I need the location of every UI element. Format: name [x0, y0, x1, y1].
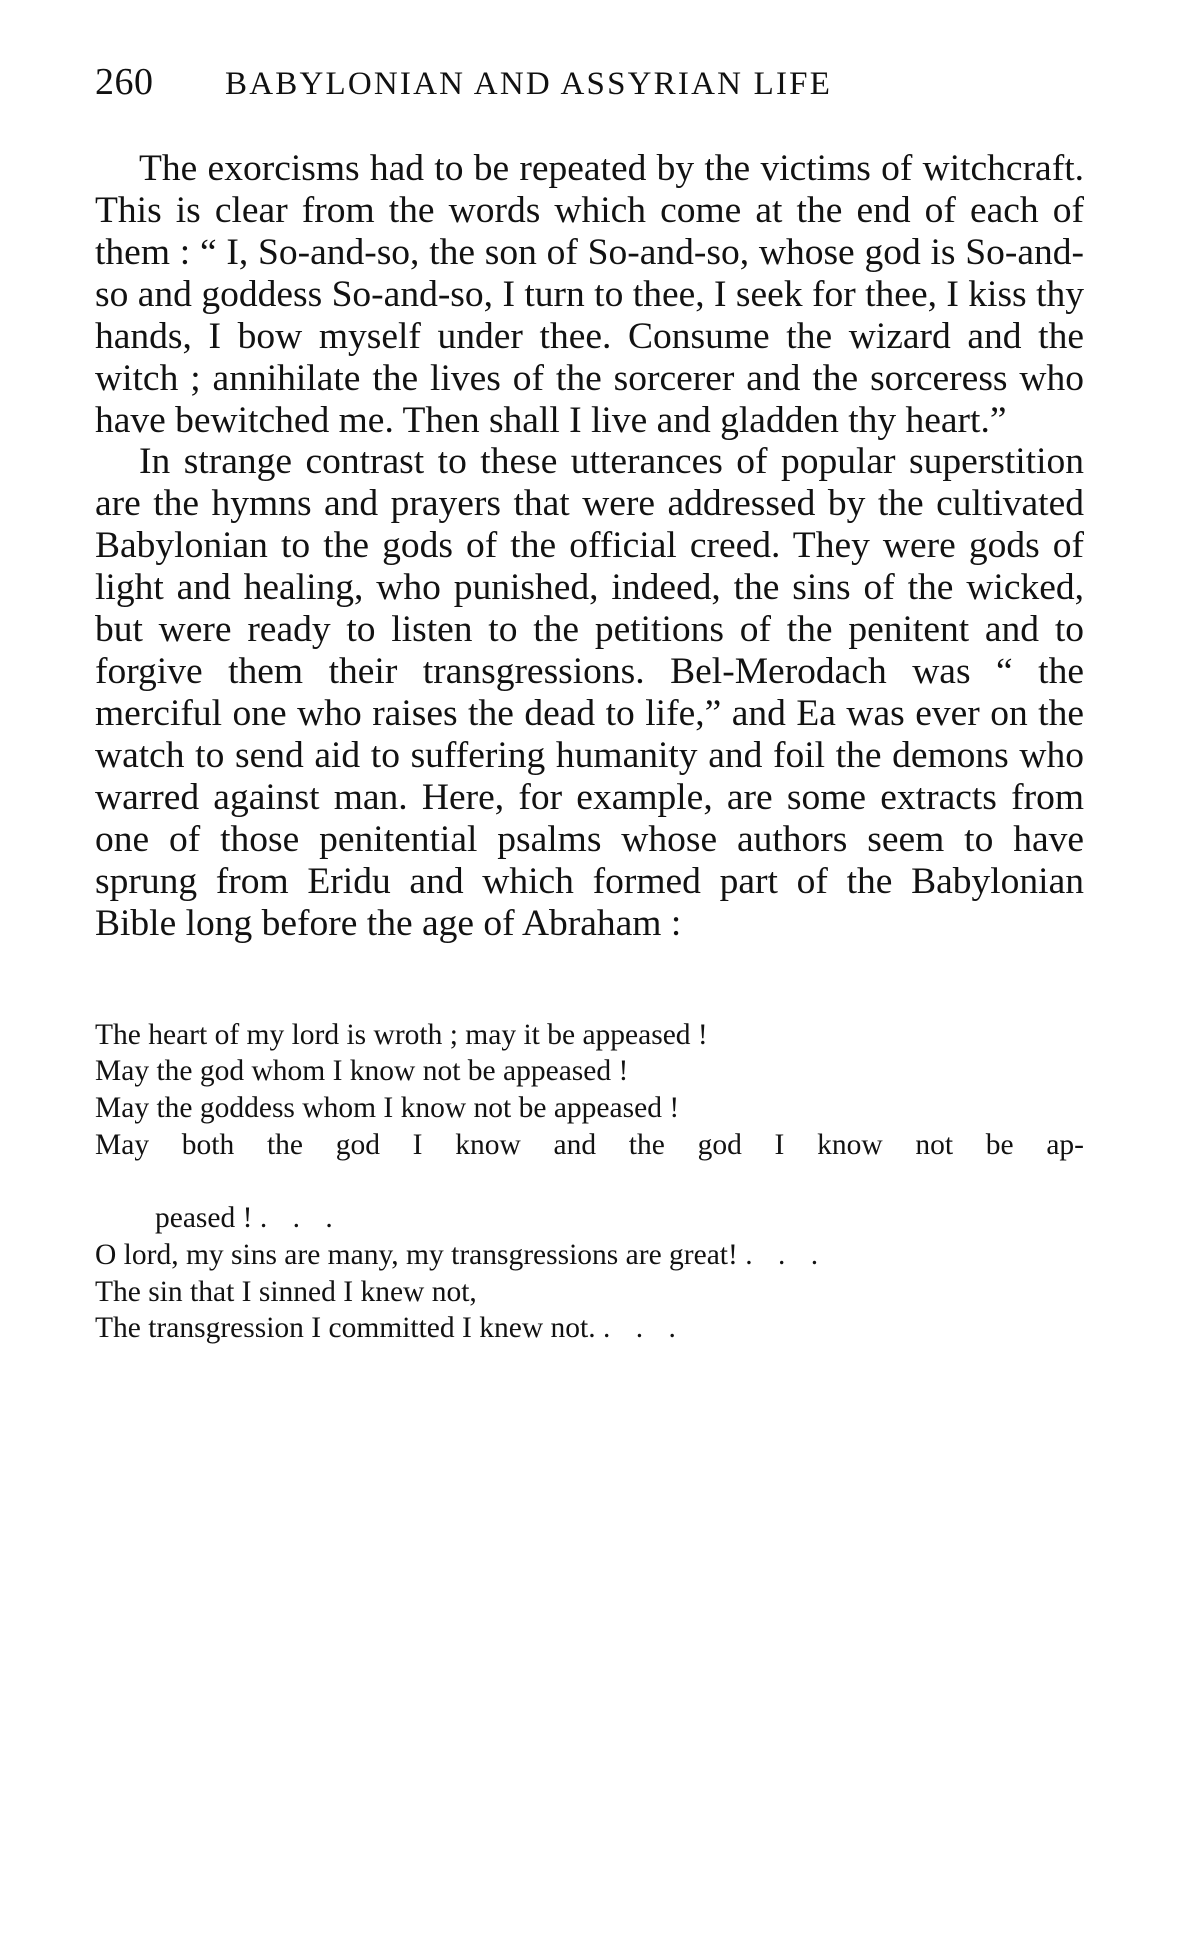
quote-line-text: O lord, my sins are many, my transgressions are great!: [95, 1238, 738, 1271]
paragraph: In strange contrast to these utterances of popular superstition are the hymns and prayers that were addressed by the cultivated Babylonian to the gods of the official creed. They were gods of light and healing, who punished, indeed, the sins of the wicked, but were ready to listen to the petitions of the penitent and to forgive them their transgressions. Bel-Merodach was “ the merciful one who raises the dead to life,” and Ea was ever on the watch to send aid to suffering humanity and foil the demons who warred against man. Here, for example, are some extracts from one of those penitential psalms whose authors seem to have sprung from Eridu and which formed part of the Babylonian Bible long before the age of Abraham :: [95, 441, 1084, 944]
page-number: 260: [95, 61, 154, 103]
quote-line: [95, 1237, 1084, 1274]
body-text: [95, 148, 1084, 945]
running-head: BABYLONIAN AND ASSYRIAN LIFE: [225, 66, 833, 102]
quote-line: May the goddess whom I know not be appeased !: [95, 1091, 680, 1124]
quoted-psalm: [95, 1017, 1084, 1347]
ellipsis-dots: . . .: [602, 1312, 685, 1345]
ellipsis-dots: . . .: [745, 1238, 828, 1271]
page-header: [95, 60, 1084, 130]
quote-line-continuation: [95, 1200, 1084, 1237]
quote-line: The sin that I sinned I knew not,: [95, 1275, 477, 1308]
paragraph: The exorcisms had to be repeated by the victims of witchcraft. This is clear from the words which come at the end of each of them : “ I, So-and-so, the son of So-and-so, whose god is So-and-so and goddess So-and-so, I turn to thee, I seek for thee, I kiss thy hands, I bow myself under thee. Consume the wizard and the witch ; annihilate the lives of the sorcerer and the sorceress who have bewitched me. Then shall I live and gladden thy heart.”: [95, 148, 1084, 441]
quote-continuation-text: peased !: [155, 1202, 253, 1235]
quote-line-text: The transgression I committed I knew not.: [95, 1312, 596, 1345]
quote-line: The heart of my lord is wroth ; may it be appeased !: [95, 1018, 708, 1051]
ellipsis-dots: . . .: [259, 1202, 342, 1235]
quote-line: May both the god I know and the god I know not be ap-: [95, 1128, 1084, 1161]
quote-line: [95, 1310, 1084, 1347]
quote-line: May the god whom I know not be appeased !: [95, 1055, 629, 1088]
